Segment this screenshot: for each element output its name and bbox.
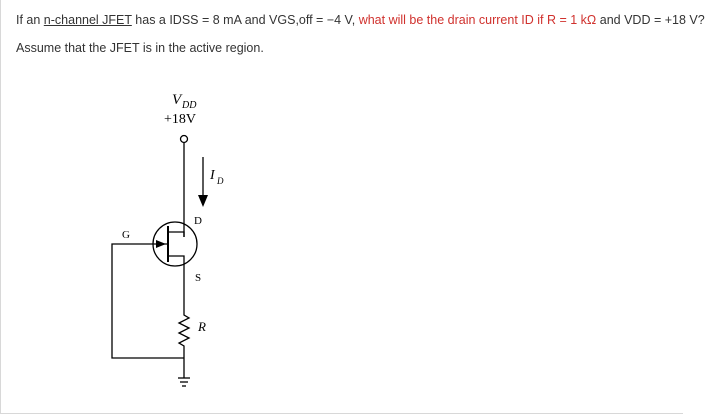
question-part3: and VDD = +18 V? <box>596 13 705 27</box>
question-part2: has a IDSS = 8 mA and VGS,off = −4 V, <box>131 13 359 27</box>
gate-return-wire <box>112 244 184 358</box>
source-wire <box>168 256 184 310</box>
question-part1: If an <box>16 13 44 27</box>
question-text <box>16 11 705 29</box>
jfet-circuit-diagram <box>100 85 240 405</box>
vdd-subscript: DD <box>182 100 197 111</box>
assumption-text: Assume that the JFET is in the active region. <box>16 41 264 55</box>
id-arrow-head <box>198 195 208 207</box>
source-label: S <box>195 272 202 284</box>
gate-label: G <box>122 229 130 241</box>
drain-label: D <box>194 215 202 227</box>
question-highlight: what will be the drain current ID if R = 1 kΩ <box>358 13 597 27</box>
vdd-value: +18V <box>164 112 197 127</box>
gate-arrow-icon <box>156 240 166 248</box>
id-subscript: D <box>217 176 224 186</box>
jfet-drain-lead <box>168 232 184 237</box>
vdd-symbol: V <box>172 92 182 108</box>
resistor-zigzag <box>179 310 189 378</box>
id-symbol: I <box>210 168 215 183</box>
n-channel-jfet-link[interactable]: n-channel JFET <box>43 13 132 27</box>
resistor-label: R <box>198 319 206 334</box>
vdd-terminal <box>181 136 188 143</box>
